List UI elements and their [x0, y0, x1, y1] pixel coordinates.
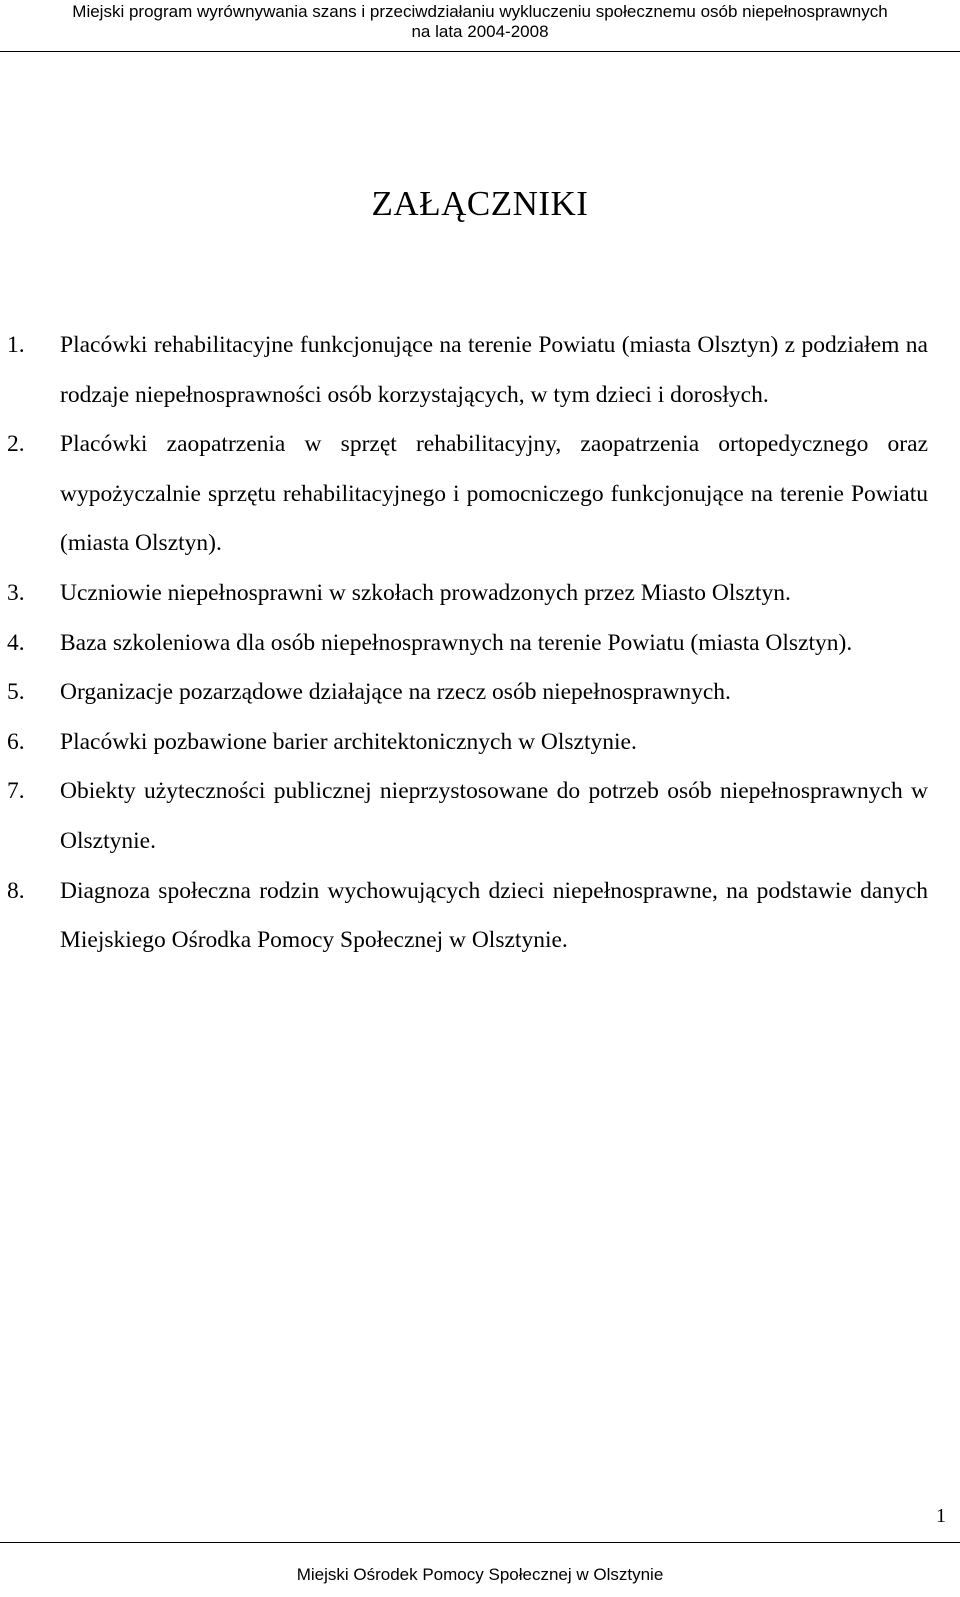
list-item-text: Diagnoza społeczna rodzin wychowujących dzieci niepełnosprawne, na podstawie danych Miejskiego Ośrodka Pomocy Społecznej w Olsztynie. [60, 877, 928, 954]
list-item-text: Uczniowie niepełnosprawni w szkołach prowadzonych przez Miasto Olsztyn. [60, 579, 791, 606]
list-item-number: 3. [7, 579, 25, 606]
list-item [0, 420, 928, 569]
list-item [0, 718, 928, 768]
list-item-text: Placówki pozbawione barier architektonicznych w Olsztynie. [60, 728, 637, 755]
list-item-number: 2. [7, 431, 25, 458]
list-item-number: 5. [7, 679, 25, 706]
list-item-number: 1. [7, 332, 25, 358]
list-item [0, 321, 928, 420]
list-item-text: Organizacje pozarządowe działające na rzecz osób niepełnosprawnych. [60, 679, 731, 706]
attachments-list [0, 321, 960, 966]
list-item [0, 569, 928, 619]
list-item-number: 4. [7, 629, 25, 656]
running-header [0, 0, 960, 52]
list-item-number: 8. [7, 877, 25, 904]
list-item-text: Baza szkoleniowa dla osób niepełnosprawnych na terenie Powiatu (miasta Olsztyn). [60, 629, 853, 656]
header-program-years: na lata 2004-2008 [411, 22, 549, 41]
list-item-number: 6. [7, 728, 25, 755]
list-item-text: Placówki rehabilitacyjne funkcjonujące na terenie Powiatu (miasta Olsztyn) z podziałem na rodzaje niepełnosprawności osób korzystających, w tym dzieci i dorosłych. [60, 332, 928, 408]
list-item [0, 767, 928, 866]
list-item [0, 867, 928, 966]
list-item-text: Obiekty użyteczności publicznej nieprzystosowane do potrzeb osób niepełnosprawnych w Olsztynie. [60, 778, 928, 854]
list-item [0, 668, 928, 718]
page-number: 1 [936, 1505, 946, 1527]
list-item-text: Placówki zaopatrzenia w sprzęt rehabilitacyjny, zaopatrzenia ortopedycznego oraz wypożyczalnie sprzętu rehabilitacyjnego i pomocniczego funkcjonujące na terenie Powiatu (miasta Olsztyn). [60, 431, 928, 557]
list-item-number: 7. [7, 778, 25, 805]
list-item [0, 619, 928, 669]
page-title: ZAŁĄCZNIKI [371, 184, 589, 223]
running-footer: Miejski Ośrodek Pomocy Społecznej w Olsztynie [0, 1542, 960, 1597]
header-program-title: Miejski program wyrównywania szans i przeciwdziałaniu wykluczeniu społecznemu osób niepełnosprawnych [72, 2, 888, 21]
